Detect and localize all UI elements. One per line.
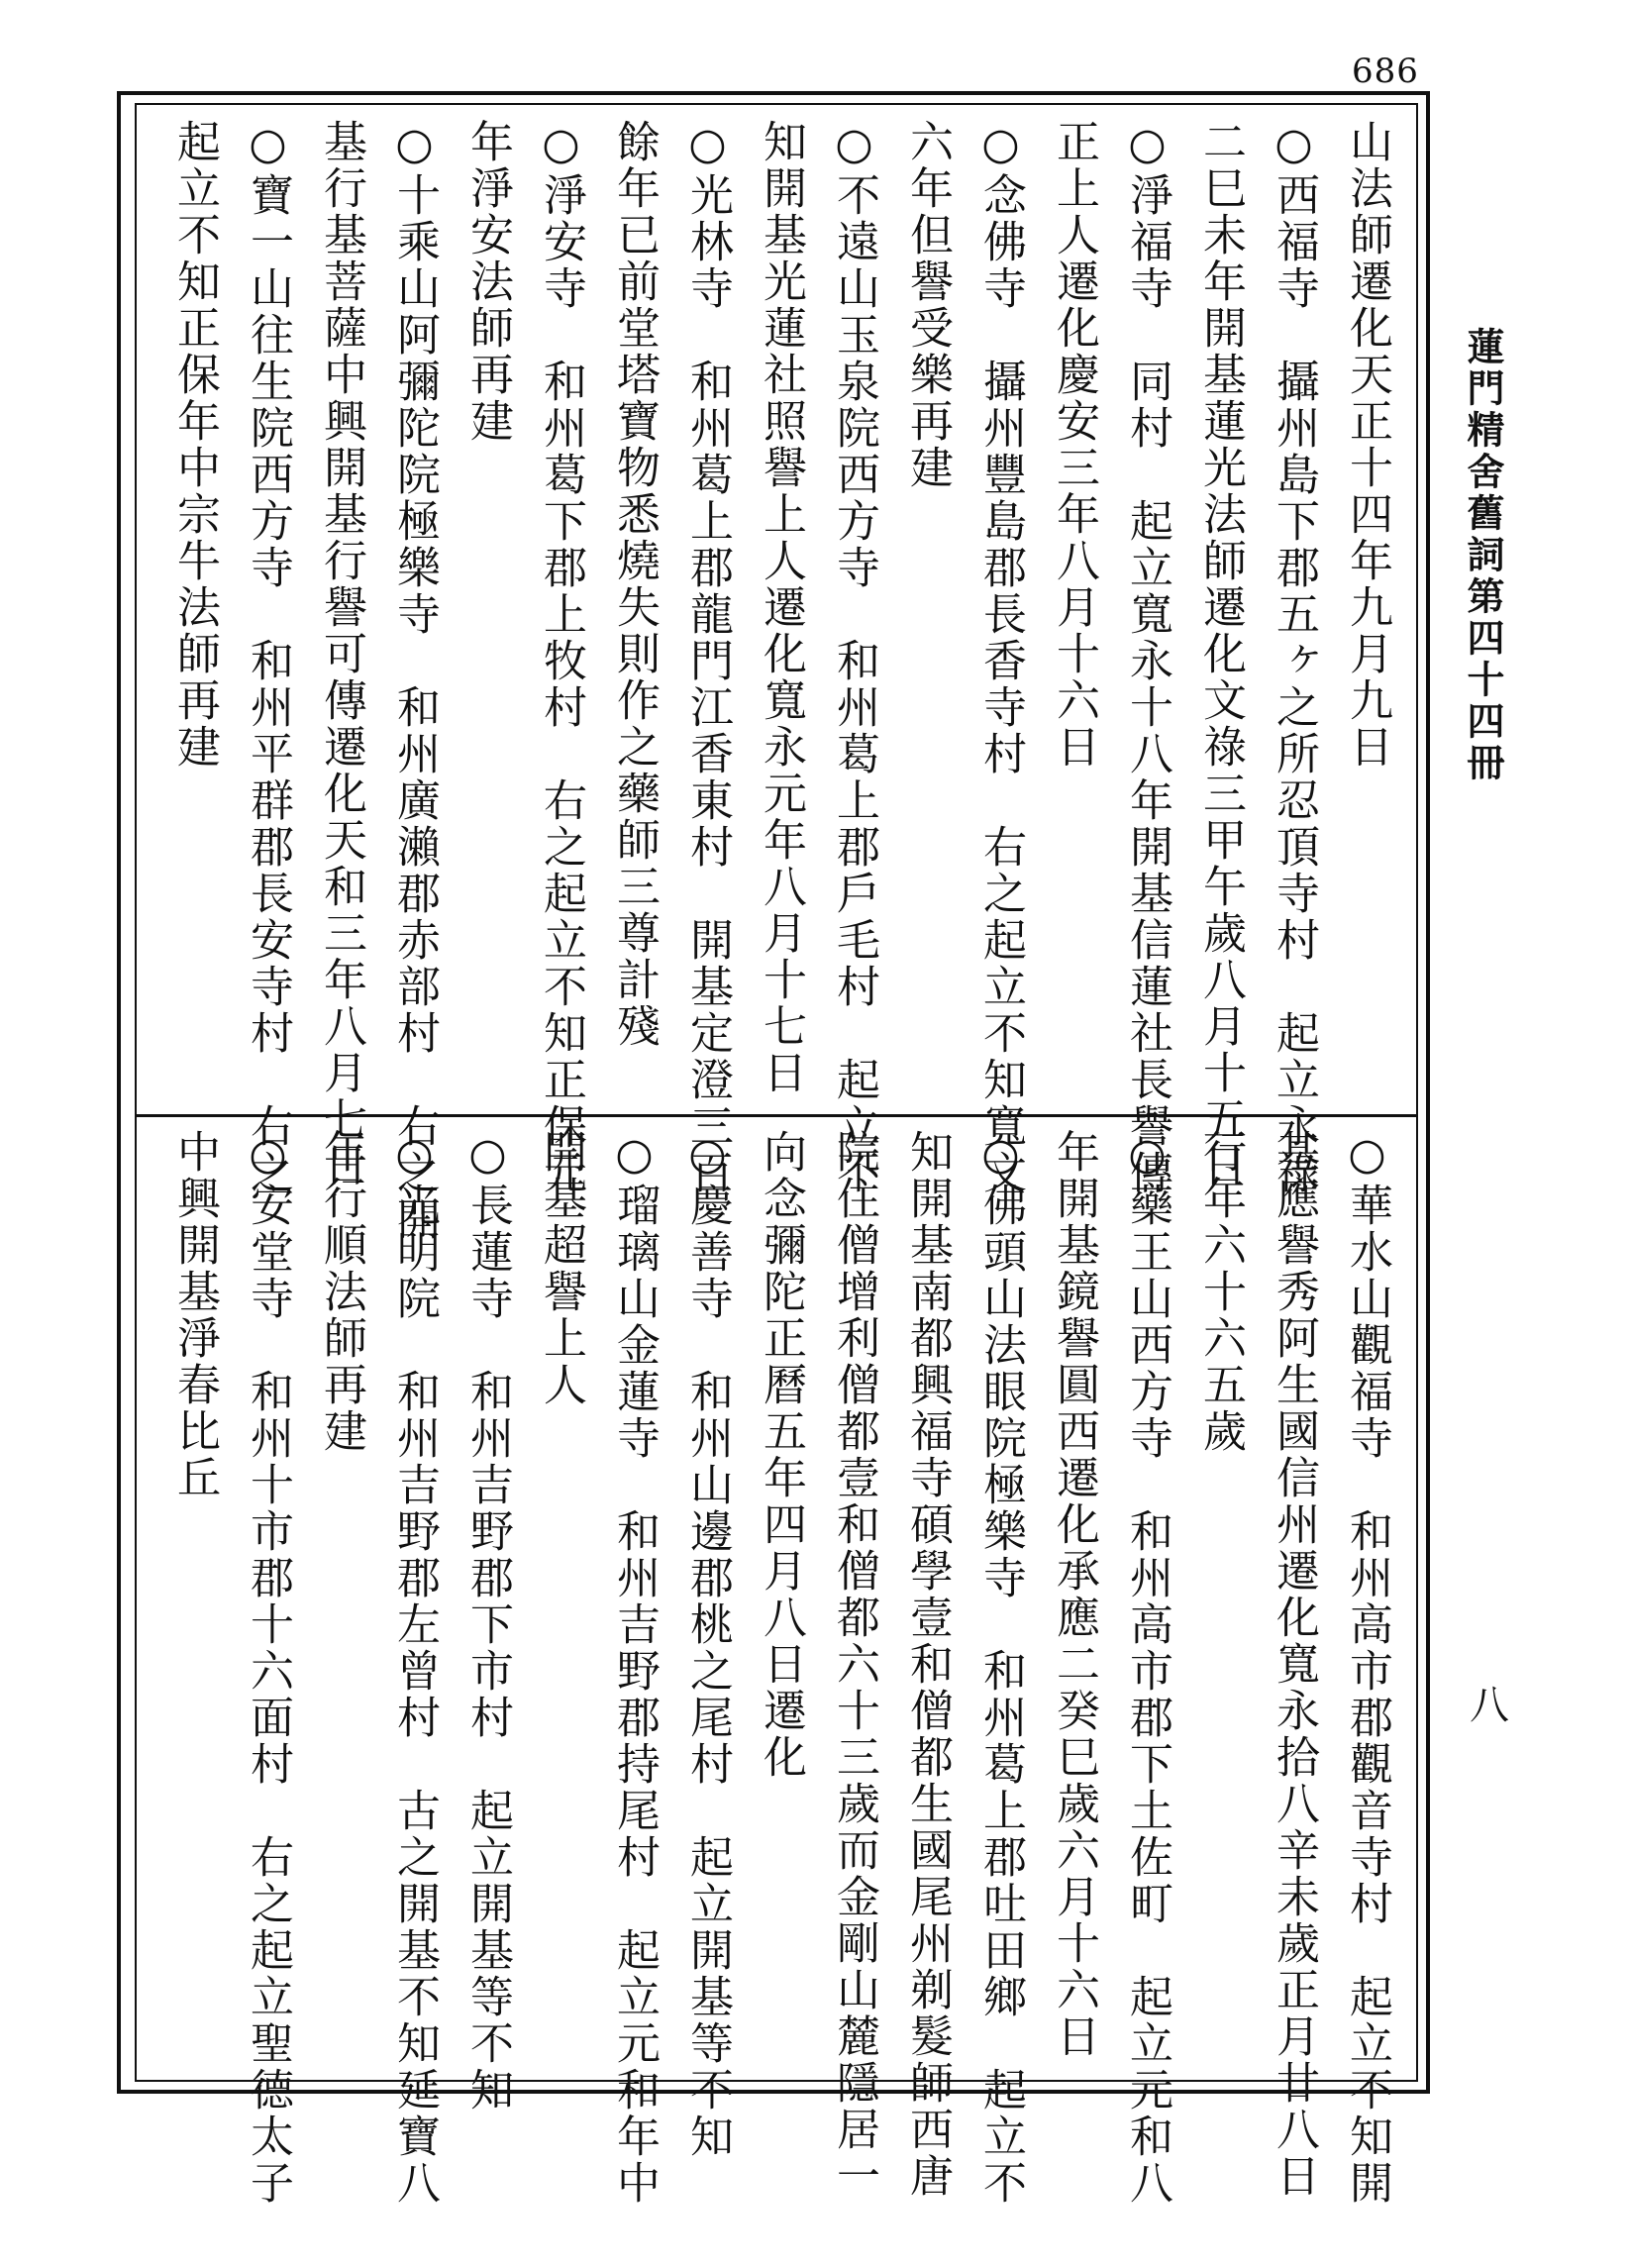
text-column: ○光明院 和州吉野郡左曾村 古之開基不知延寶八 — [389, 1129, 440, 2207]
text-column: ○安堂寺 和州十市郡十六面村 右之起立聖德太子 — [243, 1129, 293, 2207]
text-column: 基應譽秀阿生國信州遷化寬永拾八辛未歲正月廿八日 — [1269, 1129, 1319, 2200]
text-column: 起立不知正保年中宗牛法師再建 — [169, 119, 220, 771]
text-column: 行年六十六五歲 — [1195, 1129, 1246, 1455]
text-column: ○淨安寺 和州葛下郡上牧村 右之起立不知正保元 — [536, 119, 586, 1196]
text-column: 中興開基淨春比丘 — [169, 1129, 220, 1501]
text-column: 年淨安法師再建 — [462, 119, 513, 445]
text-column: ○華水山觀福寺 和州高市郡觀音寺村 起立不知開 — [1342, 1129, 1392, 2207]
text-column: ○瑠璃山金蓮寺 和州吉野郡持尾村 起立元和年中 — [609, 1129, 660, 2207]
text-column: 六年但譽受樂再建 — [902, 119, 953, 491]
text-column: ○寶一山往生院西方寺 和州平群郡長安寺村 右之 — [243, 119, 293, 1196]
text-column: 年行順法師再建 — [316, 1129, 366, 1455]
side-page-mark: 八 — [1470, 1683, 1509, 1728]
text-column: ○念佛寺 攝州豐島郡長香寺村 右之起立不知寬文 — [975, 119, 1026, 1196]
text-column: 基行基菩薩中興開基行譽可傳遷化天和三年八月七日 — [316, 119, 366, 1189]
text-column: 知開基南都興福寺碩學壹和僧都生國尾州剃髮師西唐 — [902, 1129, 953, 2200]
text-column: 餘年已前堂塔寶物悉燒失則作之藥師三尊計殘 — [609, 119, 660, 1050]
text-column: 院住僧增利僧都壹和僧都六十三歲而金剛山麓隱居一 — [829, 1129, 879, 2200]
text-column: 山法師遷化天正十四年九月九日 — [1342, 119, 1392, 771]
text-column: ○淨福寺 同村 起立寬永十八年開基信蓮社長譽傳 — [1122, 119, 1172, 1196]
text-column: ○長蓮寺 和州吉野郡下市村 起立開基等不知 — [462, 1129, 513, 2113]
text-column: ○藥王山西方寺 和州高市郡下土佐町 起立元和八 — [1122, 1129, 1172, 2207]
text-column: ○西福寺 攝州島下郡五ヶ之所忍頂寺村 起立永祿 — [1269, 119, 1319, 1196]
text-column: ○十乘山阿彌陀院極樂寺 和州廣瀨郡赤部村 右之開 — [389, 119, 440, 1243]
text-column: ○慶善寺 和州山邊郡桃之尾村 起立開基等不知 — [682, 1129, 733, 2160]
page-number: 686 — [1352, 52, 1419, 91]
text-column: 正上人遷化慶安三年八月十六日 — [1049, 119, 1099, 771]
text-column: 知開基光蓮社照譽上人遷化寬永元年八月十七日 — [756, 119, 806, 1096]
text-column: 開基超譽上人 — [536, 1129, 586, 1408]
text-column: 年開基鏡譽圓西遷化承應二癸巳歲六月十六日 — [1049, 1129, 1099, 2060]
text-column: ○佛頭山法眼院極樂寺 和州葛上郡吐田鄉 起立不 — [975, 1129, 1026, 2207]
text-column: 向念彌陀正曆五年四月八日遷化 — [756, 1129, 806, 1781]
text-column: ○不遠山玉泉院西方寺 和州葛上郡戶毛村 起立不 — [829, 119, 879, 1196]
running-head: 蓮門精舍舊詞第四十四冊 — [1461, 327, 1505, 784]
text-column: ○光林寺 和州葛上郡龍門江香東村 開基定澄三百 — [682, 119, 733, 1196]
text-column: 二巳未年開基蓮光法師遷化文祿三甲午歲八月十五日 — [1195, 119, 1246, 1189]
